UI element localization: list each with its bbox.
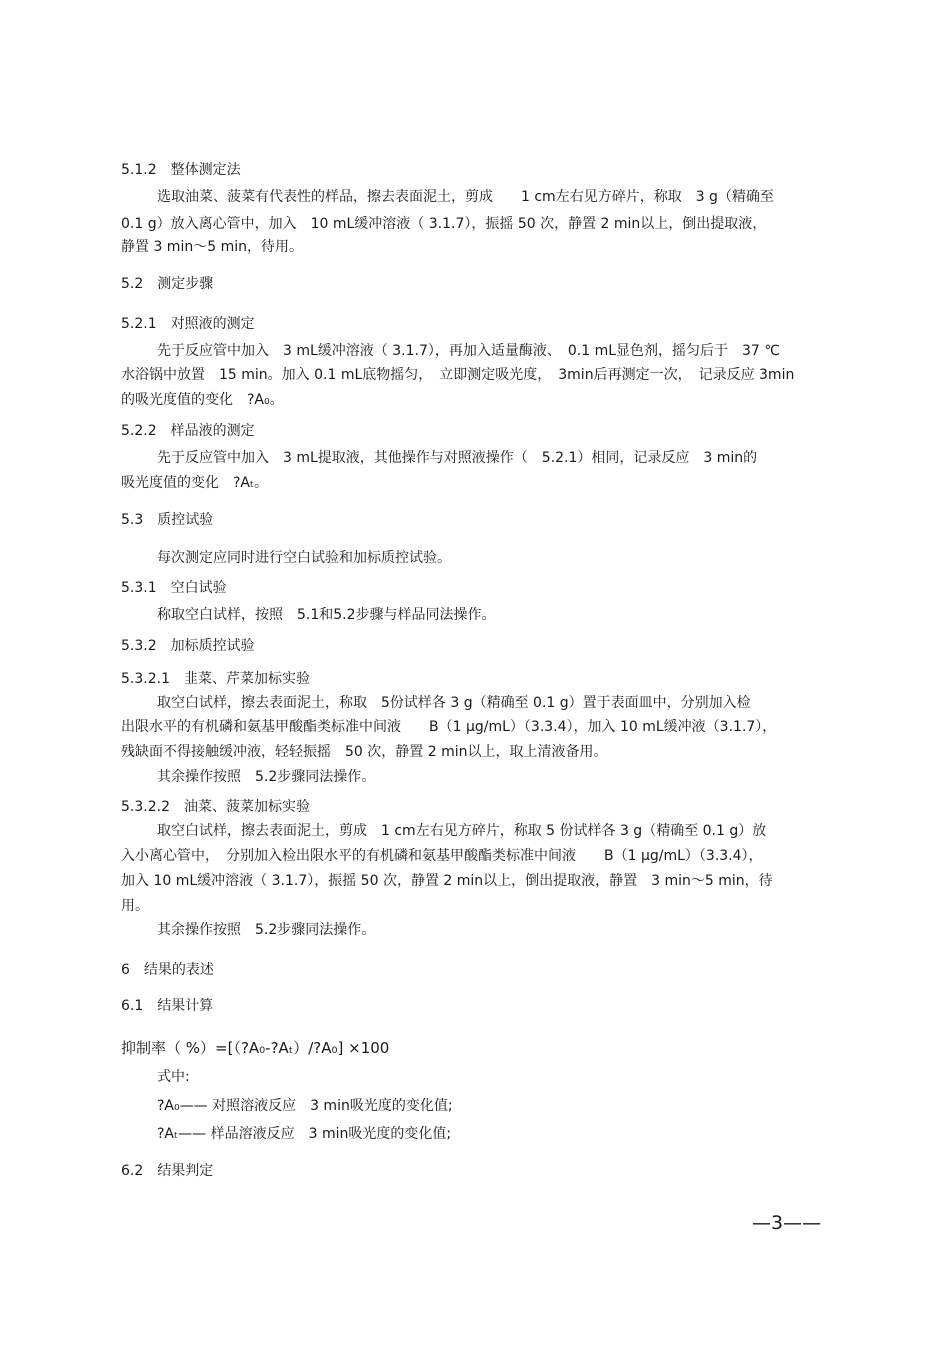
- paragraph-line: 的吸光度值的变化 ?A₀。: [121, 392, 284, 408]
- paragraph-line: 其余操作按照 5.2步骤同法操作。: [157, 769, 376, 785]
- paragraph-line: 每次测定应同时进行空白试验和加标质控试验。: [157, 550, 451, 566]
- heading-5-3-2-1: 5.3.2.1 韭菜、芹菜加标实验: [121, 671, 310, 687]
- paragraph-line: 加入 10 mL缓冲溶液（ 3.1.7），振摇 50 次，静置 2 min以上，倒出提取液，静置 3 min～5 min，待: [121, 873, 773, 889]
- paragraph-line: 出限水平的有机磷和氨基甲酸酯类标准中间液 B（1 μg/mL）（3.3.4），加入 10 mL缓冲液（3.1.7），: [121, 719, 777, 735]
- page-number: —3——: [752, 1212, 822, 1234]
- paragraph-line: 水浴锅中放置 15 min。加入 0.1 mL底物摇匀， 立即测定吸光度， 3min后再测定一次， 记录反应 3min: [121, 367, 795, 383]
- formula-definition: ?Aₜ—— 样品溶液反应 3 min吸光度的变化值;: [157, 1126, 452, 1142]
- paragraph-line: 其余操作按照 5.2步骤同法操作。: [157, 922, 376, 938]
- paragraph-line: 0.1 g）放入离心管中，加入 10 mL缓冲溶液（ 3.1.7），振摇 50 次，静置 2 min以上，倒出提取液，: [121, 216, 767, 232]
- heading-6-1: 6.1 结果计算: [121, 998, 214, 1014]
- paragraph-line: 残缺面不得接触缓冲液，轻轻振摇 50 次，静置 2 min以上，取上清液备用。: [121, 744, 608, 760]
- paragraph-line: 吸光度值的变化 ?Aₜ。: [121, 475, 269, 491]
- paragraph-line: 先于反应管中加入 3 mL缓冲溶液（ 3.1.7），再加入适量酶液、 0.1 mL显色剂，摇匀后于 37 ℃: [157, 343, 781, 359]
- heading-5-3-2: 5.3.2 加标质控试验: [121, 638, 255, 654]
- heading-5-1-2: 5.1.2 整体测定法: [121, 162, 241, 178]
- heading-5-2-1: 5.2.1 对照液的测定: [121, 316, 255, 332]
- formula: 抑制率（ %）=[（?A₀-?Aₜ）/?A₀] ×100: [121, 1039, 390, 1057]
- heading-5-2-2: 5.2.2 样品液的测定: [121, 423, 255, 439]
- heading-5-3: 5.3 质控试验: [121, 512, 214, 528]
- paragraph-line: 选取油菜、菠菜有代表性的样品，擦去表面泥土，剪成 1 cm左右见方碎片，称取 3 g（精确至: [157, 189, 774, 205]
- paragraph-line: 取空白试样，擦去表面泥土，称取 5份试样各 3 g（精确至 0.1 g）置于表面皿中，分别加入检: [157, 695, 751, 711]
- paragraph-line: 取空白试样，擦去表面泥土，剪成 1 cm左右见方碎片，称取 5 份试样各 3 g（精确至 0.1 g）放: [157, 823, 767, 839]
- formula-where: 式中:: [157, 1069, 190, 1085]
- heading-6-2: 6.2 结果判定: [121, 1163, 214, 1179]
- paragraph-line: 称取空白试样，按照 5.1和5.2步骤与样品同法操作。: [157, 607, 496, 623]
- heading-5-2: 5.2 测定步骤: [121, 276, 214, 292]
- heading-6: 6 结果的表述: [121, 962, 214, 978]
- paragraph-line: 入小离心管中， 分别加入检出限水平的有机磷和氨基甲酸酯类标准中间液 B（1 μg/mL）（3.3.4），: [121, 848, 763, 864]
- paragraph-line: 先于反应管中加入 3 mL提取液，其他操作与对照液操作（ 5.2.1）相同，记录反应 3 min的: [157, 450, 758, 466]
- paragraph-line: 静置 3 min～5 min，待用。: [121, 239, 303, 255]
- formula-definition: ?A₀—— 对照溶液反应 3 min吸光度的变化值;: [157, 1098, 453, 1114]
- paragraph-line: 用。: [121, 898, 149, 914]
- heading-5-3-2-2: 5.3.2.2 油菜、菠菜加标实验: [121, 799, 310, 815]
- heading-5-3-1: 5.3.1 空白试验: [121, 580, 227, 596]
